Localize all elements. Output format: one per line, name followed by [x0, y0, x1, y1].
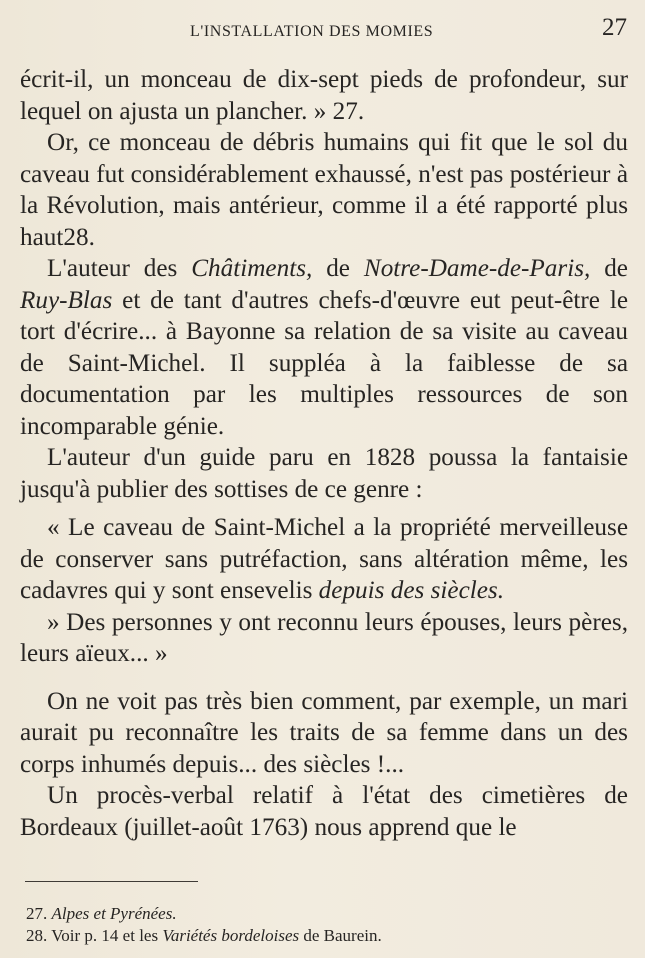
quoted-paragraph: [20, 607, 628, 670]
paragraph-text: de: [312, 255, 364, 282]
work-title: Châtiments,: [191, 255, 313, 282]
footnote-reference: 28.: [63, 223, 95, 251]
paragraph-text: L'auteur des: [47, 255, 192, 282]
footnote-27: [26, 903, 586, 925]
paragraph-text: de: [590, 255, 628, 282]
paragraph-text: L'auteur d'un guide paru en 1828 poussa la fantaisie jusqu'à publier des sottises de ce genre :: [20, 444, 628, 503]
running-header: [22, 14, 627, 44]
paragraph-commentary: [20, 686, 628, 781]
body-text: [20, 64, 628, 843]
footnote-text: de Baurein.: [299, 926, 382, 945]
footnote-number: 27.: [26, 904, 48, 923]
footnote-italic-text: Alpes et Pyrénées.: [51, 904, 177, 923]
quoted-paragraph: [20, 512, 628, 607]
footnote-divider: [25, 881, 198, 882]
footnotes: [26, 903, 586, 947]
paragraph-revolution: [20, 127, 628, 253]
paragraph-continuation: [20, 64, 628, 127]
quote-text: « Le caveau de Saint-Michel a la propriété merveilleuse de conserver sans putréfaction, sans altération même, les cadavres qui y sont ensevelis: [20, 514, 628, 604]
paragraph-text: Un procès-verbal relatif à l'état des cimetières de Bordeaux (juillet-août 1763) nous apprend que le: [20, 782, 628, 841]
quote-italic-text: depuis des siècles.: [318, 577, 505, 604]
footnote-italic-text: Variétés bordeloises: [162, 926, 300, 945]
paragraph-text: Or, ce monceau de débris humains qui fit que le sol du caveau fut considérablement exhaussé, n'est pas postérieur à la Révolution, mais antérieur, comme il a été rapporté plus haut: [20, 129, 628, 251]
footnote-text: Voir p. 14 et les: [51, 926, 163, 945]
paragraph-text: et de tant d'autres chefs-d'œuvre eut peut-être le tort d'écrire... à Bayonne sa relation de sa visite au caveau de Saint-Michel. Il suppléa à la faiblesse de sa documentation par les multiples ressources de son incomparable génie.: [20, 286, 628, 440]
paragraph-guide: [20, 442, 628, 505]
paragraph-text: On ne voit pas très bien comment, par exemple, un mari aurait pu reconnaître les traits de sa femme dans un des corps inhumés depuis... des siècles !...: [20, 687, 628, 778]
running-title: L'INSTALLATION DES MOMIES: [190, 23, 434, 40]
work-title: Ruy-Blas: [20, 286, 113, 314]
paragraph-proces-verbal: [20, 780, 628, 843]
paragraph-hugo: [20, 253, 628, 442]
page-number: 27: [602, 14, 627, 41]
footnote-28: [26, 925, 586, 947]
paragraph-text: écrit-il, un monceau de dix-sept pieds de profondeur, sur lequel on ajusta un plancher. » 27.: [20, 66, 628, 125]
quote-text: » Des personnes y ont reconnu leurs épouses, leurs pères, leurs aïeux... »: [20, 608, 628, 667]
work-title: Notre-Dame-de-Paris,: [363, 255, 591, 282]
footnote-number: 28.: [26, 926, 48, 945]
